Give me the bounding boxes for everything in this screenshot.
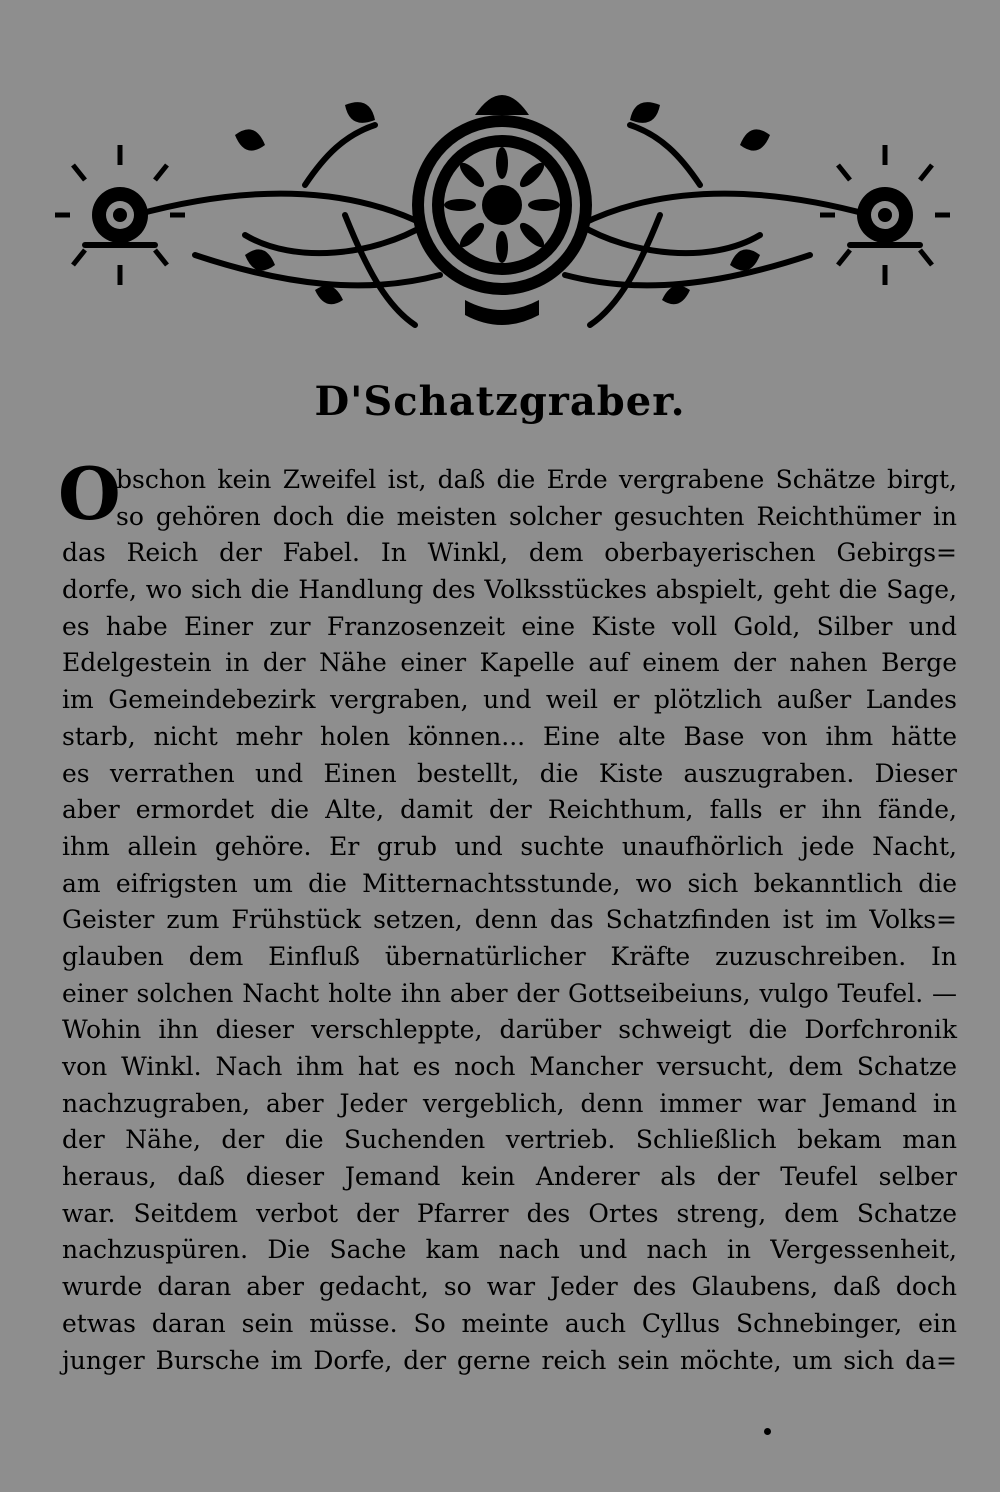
text-line: nachzuspüren. Die Sache kam nach und nach in Vergessenheit, <box>62 1235 957 1265</box>
text-line: nachzugraben, aber Jeder vergeblich, denn immer war Jemand in <box>62 1088 957 1118</box>
left-flower <box>55 145 185 285</box>
text-line: im Gemeindebezirk vergraben, und weil er plötzlich außer Landes <box>62 685 957 715</box>
text-line: von Winkl. Nach ihm hat es noch Mancher versucht, dem Schatze <box>62 1052 957 1081</box>
text-line: starb, nicht mehr holen können... Eine alte Base von ihm hätte <box>62 721 957 751</box>
text-line: war. Seitdem verbot der Pfarrer des Ortes streng, dem Schatze <box>62 1198 957 1228</box>
body-text <box>58 451 957 1379</box>
text-line: junger Bursche im Dorfe, der gerne reich sein möchte, um sich da= <box>62 1345 957 1375</box>
text-line: wurde daran aber gedacht, so war Jeder des Glaubens, daß doch <box>62 1272 957 1302</box>
text-line: so gehören doch die meisten solcher gesuchten Reichthümer in <box>116 501 957 531</box>
right-flower <box>820 145 950 285</box>
text-line: aber ermordet die Alte, damit der Reichthum, falls er ihn fände, <box>62 795 957 825</box>
text-line: am eifrigsten um die Mitternachtsstunde, wo sich bekanntlich die <box>62 868 957 898</box>
text-line: Edelgestein in der Nähe einer Kapelle auf einem der nahen Berge <box>62 648 957 678</box>
central-rosette <box>412 95 592 325</box>
text-line: Wohin ihn dieser verschleppte, darüber schweigt die Dorfchronik <box>62 1015 957 1045</box>
text-line: einer solchen Nacht holte ihn aber der Gottseibeiuns, vulgo Teufel. — <box>62 978 957 1008</box>
drop-cap: O <box>58 451 121 536</box>
floral-ornament-header <box>45 65 960 345</box>
text-line: ihm allein gehöre. Er grub und suchte unaufhörlich jede Nacht, <box>62 831 957 861</box>
chapter-title: D'Schatzgraber. <box>314 378 686 425</box>
text-line: es verrathen und Einen bestellt, die Kiste auszugraben. Dieser <box>62 758 957 788</box>
text-line: das Reich der Fabel. In Winkl, dem oberbayerischen Gebirgs= <box>62 538 957 568</box>
text-line: heraus, daß dieser Jemand kein Anderer als der Teufel selber <box>62 1162 957 1192</box>
text-line: der Nähe, der die Suchenden vertrieb. Schließlich bekam man <box>62 1125 957 1155</box>
text-line: bschon kein Zweifel ist, daß die Erde vergrabene Schätze birgt, <box>116 465 957 494</box>
page-mark-dot <box>764 1428 771 1435</box>
text-line: Geister zum Frühstück setzen, denn das Schatzfinden ist im Volks= <box>62 905 957 935</box>
text-line: glauben dem Einfluß übernatürlicher Kräfte zuzuschreiben. In <box>62 941 957 971</box>
text-line: etwas daran sein müsse. So meinte auch Cyllus Schnebinger, ein <box>62 1308 957 1338</box>
text-line: es habe Einer zur Franzosenzeit eine Kiste voll Gold, Silber und <box>62 611 957 641</box>
text-line: dorfe, wo sich die Handlung des Volksstückes abspielt, geht die Sage, <box>62 575 957 605</box>
